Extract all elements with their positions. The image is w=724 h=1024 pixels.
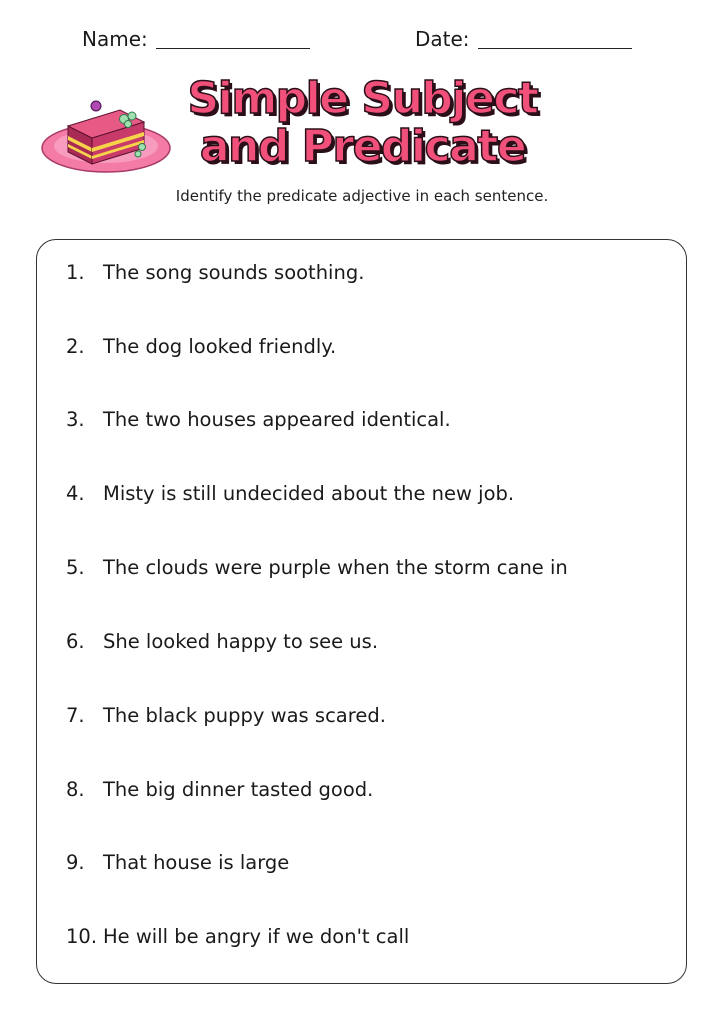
question-number: 1.: [66, 261, 85, 284]
question-text: Misty is still undecided about the new job.: [103, 482, 515, 505]
question-item: [66, 556, 568, 579]
question-number: 6.: [66, 630, 85, 653]
question-number: 7.: [66, 704, 85, 727]
question-item: [66, 335, 336, 358]
name-field[interactable]: [82, 27, 310, 51]
question-text: The dog looked friendly.: [103, 335, 337, 358]
question-number: 3.: [66, 408, 85, 431]
date-label: Date:: [415, 27, 470, 51]
question-item: [66, 261, 364, 284]
question-number: 10.: [66, 925, 98, 948]
question-number: 2.: [66, 335, 85, 358]
question-item: [66, 925, 409, 948]
date-field[interactable]: [415, 27, 632, 51]
title-line-1: Simple Subject: [187, 73, 538, 124]
question-text: The song sounds soothing.: [103, 261, 365, 284]
instructions-text: Identify the predicate adjective in each sentence.: [175, 187, 549, 205]
question-item: [66, 482, 514, 505]
question-item: [66, 851, 289, 874]
date-blank-line[interactable]: [478, 28, 632, 49]
question-text: That house is large: [103, 851, 290, 874]
question-item: [66, 630, 378, 653]
title-line-2: and Predicate: [199, 121, 526, 172]
question-number: 4.: [66, 482, 85, 505]
cake-illustration: [40, 92, 174, 182]
name-label: Name:: [82, 27, 148, 51]
question-number: 5.: [66, 556, 85, 579]
question-text: The black puppy was scared.: [103, 704, 386, 727]
question-number: 9.: [66, 851, 85, 874]
question-text: The clouds were purple when the storm cane in: [103, 556, 568, 579]
question-text: She looked happy to see us.: [103, 630, 379, 653]
question-text: The big dinner tasted good.: [103, 778, 374, 801]
question-text: He will be angry if we don't call: [103, 925, 410, 948]
question-item: [66, 408, 451, 431]
question-item: [66, 778, 373, 801]
question-number: 8.: [66, 778, 85, 801]
cake-berry: [91, 101, 101, 111]
question-item: [66, 704, 386, 727]
worksheet-title: [170, 75, 555, 171]
name-blank-line[interactable]: [156, 28, 310, 49]
question-text: The two houses appeared identical.: [103, 408, 451, 431]
